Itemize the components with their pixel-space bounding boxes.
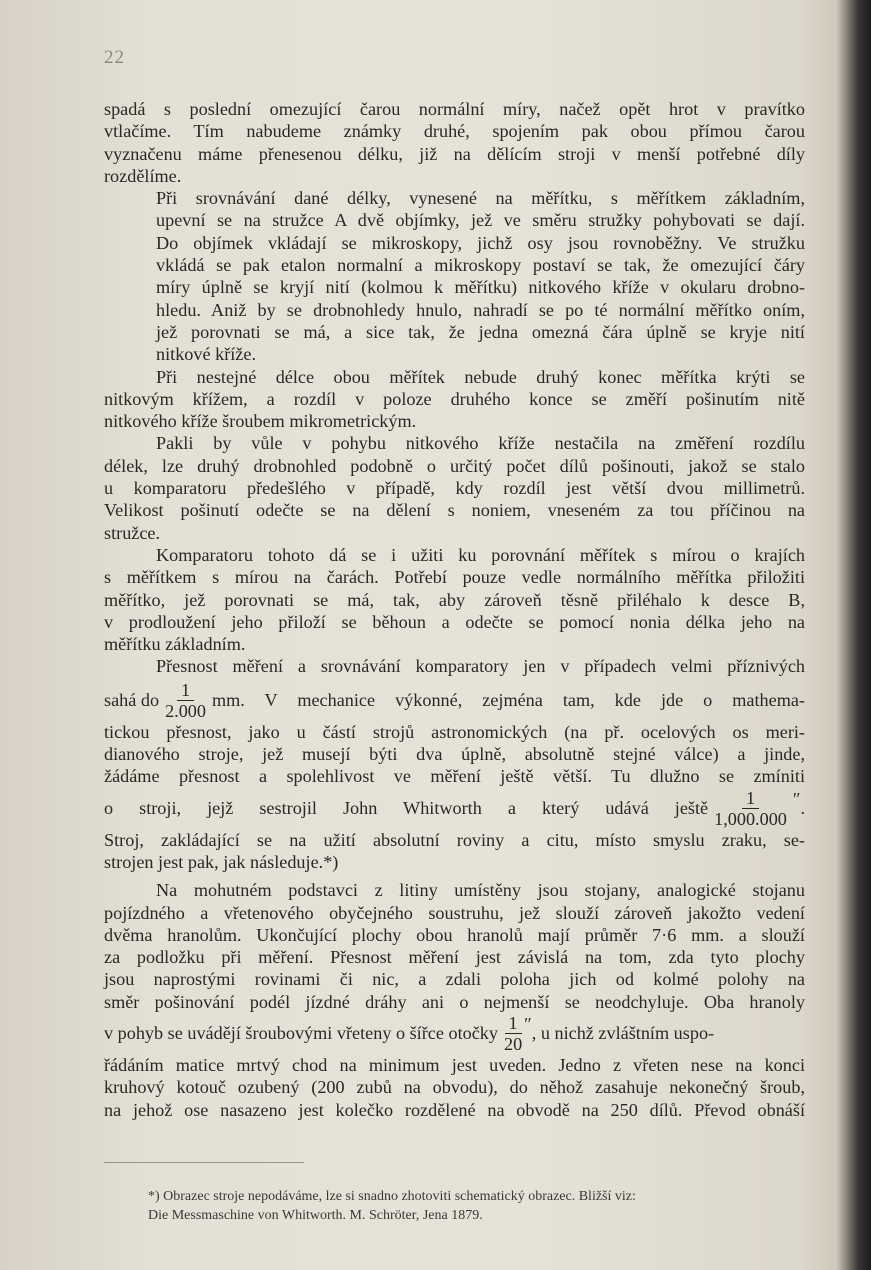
text-line: stružce.: [104, 522, 161, 543]
text-fragment: mm. V mechanice výkonné, zejména tam, kde jde o mathema-: [211, 690, 805, 711]
text-line: jsou naprostými rovinami či nic, a zdali poloha jich od kolmé polohy na: [104, 969, 805, 990]
body-text: [104, 98, 805, 1121]
fraction-denominator: 2.000: [165, 700, 206, 721]
text-line: v prodloužení jeho přiloží se běhoun a odečte se pomocí nonia délka jeho na: [104, 611, 805, 632]
text-line: rozdělíme.: [104, 165, 182, 186]
text-line: pojízdného a vřetenového obyčejného soustruhu, jež slouží zároveň jakožto vedení: [104, 902, 805, 923]
paragraph-1: [104, 98, 805, 187]
seconds-mark: ″: [792, 788, 801, 809]
fraction-denominator: 1,000.000: [714, 808, 787, 829]
paragraph-5: [104, 544, 805, 655]
text-line: míry úplně se kryjí nití (kolmou k měřítku) nitkového kříže v okularu drobno-: [156, 277, 805, 298]
footnote-divider: [104, 1162, 304, 1163]
text-fragment: o stroji, jejž sestrojil John Whitworth a který udává ještě: [104, 797, 709, 818]
text-line: Při nestejné délce obou měřítek nebude druhý konec měřítka krýti se: [156, 366, 805, 387]
fraction-line: [104, 1013, 805, 1054]
footnote: [104, 1187, 805, 1225]
text-line: Do objímek vkládají se mikroskopy, jichž osy jsou rovnoběžny. Ve stružku: [156, 232, 805, 253]
text-line: Komparatoru tohoto dá se i užiti ku porovnání měřítek s mírou o krajích: [156, 544, 805, 565]
text-line: vyznačenu máme přenesenou délku, již na dělícím stroji v menší potřebné díly: [104, 143, 805, 164]
fraction-numerator: 1: [505, 1013, 522, 1034]
text-line: dianového stroje, jež musejí býti dva úplně, absolutně stejné válce) a jinde,: [104, 744, 805, 765]
text-line: Stroj, zakládající se na užití absolutní roviny a citu, místo smyslu zraku, se-: [104, 829, 805, 850]
text-line: strojen jest pak, jak následuje.*): [104, 851, 339, 872]
text-fragment: .: [800, 797, 805, 818]
text-line: nitkové kříže.: [156, 344, 256, 365]
paragraph-3: [104, 366, 805, 433]
text-line: měřítku základním.: [104, 634, 246, 655]
footnote-line: Die Messmaschine von Whitworth. M. Schröter, Jena 1879.: [148, 1208, 483, 1223]
text-line: řádáním matice mrtvý chod na minimum jest uveden. Jedno z vřeten nese na konci: [104, 1054, 805, 1075]
text-fragment: , u nichž zvláštním uspo-: [531, 1023, 715, 1044]
fraction-line: [104, 680, 805, 721]
text-line: hledu. Aniž by se drobnohledy hnulo, nahradí se po té normální měřítko oním,: [156, 299, 805, 320]
text-line: Na mohutném podstavci z litiny umístěny jsou stojany, analogické stojanu: [156, 880, 805, 901]
text-line: nitkovým křížem, a rozdíl v poloze druhého konce se změří pošinutím nitě: [104, 388, 805, 409]
paragraph-4: [104, 432, 805, 543]
text-line: Pakli by vůle v pohybu nitkového kříže nestačila na změření rozdílu: [156, 433, 805, 454]
text-line: délek, lze druhý drobnohled podobně o určitý počet dílů pošinouti, jakož se stalo: [104, 455, 805, 476]
paragraph-7: [104, 879, 805, 1121]
text-line: kruhový kotouč ozubený (200 zubů na obvodu), do něhož zasahuje nekonečný šroub,: [104, 1077, 805, 1098]
fraction-numerator: 1: [177, 680, 194, 701]
fraction-denominator: 20: [503, 1033, 523, 1054]
fraction-line: [104, 788, 805, 829]
text-line: Přesnost měření a srovnávání komparatory jen v případech velmi příznivých: [156, 656, 805, 677]
page-number: 22: [104, 47, 125, 68]
text-line: vtlačíme. Tím nabudeme známky druhé, spojením pak obou přímou čarou: [104, 121, 805, 142]
text-line: žádáme přesnost a spolehlivost ve měření ještě větší. Tu dlužno se zmíniti: [104, 766, 805, 787]
text-line: tickou přesnost, jako u částí strojů astronomických (na př. ocelových os meri-: [104, 721, 805, 742]
footnote-line: *) Obrazec stroje nepodáváme, lze si snadno zhotoviti schematický obrazec. Bližší viz:: [148, 1189, 636, 1204]
text-fragment: v pohyb se uvádějí šroubovými vřeteny o šířce otočky: [104, 1023, 498, 1044]
text-line: vkládá se pak etalon normalní a mikroskopy postaví se tak, že omezující čáry: [156, 255, 805, 276]
text-line: nitkového kříže šroubem mikrometrickým.: [104, 411, 417, 432]
fraction: [714, 788, 787, 829]
seconds-mark: ″: [524, 1013, 532, 1034]
text-fragment: sahá do: [104, 690, 160, 711]
text-line: spadá s poslední omezující čarou normální míry, načež opět hrot v pravítko: [104, 99, 805, 119]
text-line: Velikost pošinutí odečte se na dělení s noniem, vneseném za tou příčinou na: [104, 500, 805, 521]
text-line: upevní se na stružce A dvě objímky, jež ve směru stružky pohybovati se dají.: [156, 210, 805, 231]
text-line: u komparatoru předešlého v případě, kdy rozdíl jest větší dvou millimetrů.: [104, 478, 805, 499]
text-line: za podložku při měření. Přesnost měření jest závislá na tom, zda tyto plochy: [104, 947, 805, 968]
text-line: jež porovnati se má, a sice tak, že jedna omezná čára úplně se kryje nití: [156, 321, 805, 342]
text-line: na jehož ose nasazeno jest kolečko rozdělené na obvodě na 250 dílů. Převod obnáší: [104, 1099, 805, 1120]
text-line: směr pošinování podél jízdné dráhy ani o nejmenší se neodchyluje. Oba hranoly: [104, 991, 805, 1012]
text-line: Při srovnávání dané délky, vynesené na měřítku, s měřítkem základním,: [156, 188, 805, 209]
fraction: [504, 1013, 522, 1054]
fraction-numerator: 1: [742, 788, 759, 809]
text-line: dvěma hranolům. Ukončující plochy obou hranolů mají průměr 7·6 mm. a slouží: [104, 924, 805, 945]
text-line: s měřítkem s mírou na čarách. Potřebí pouze vedle normálního měřítka přiložiti: [104, 567, 805, 588]
fraction: [165, 680, 206, 721]
paragraph-2: [104, 187, 805, 365]
text-line: měřítko, jež porovnati se má, tak, aby zároveň těsně přiléhalo k desce B,: [104, 589, 805, 610]
paragraph-6: [104, 655, 805, 873]
